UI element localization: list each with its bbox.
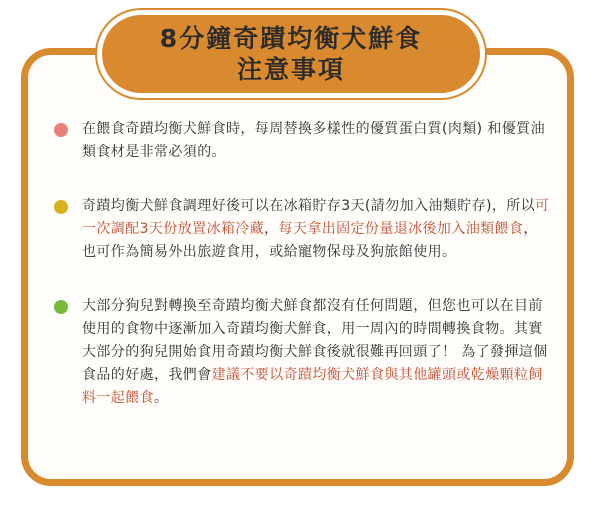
item-text-part: ，也可作為簡易外出旅遊食用，或給寵物保母及狗旅館使用。 bbox=[82, 221, 538, 260]
item-text-part: ， bbox=[264, 221, 279, 237]
item-text bbox=[82, 118, 550, 164]
bullet-dot-icon bbox=[54, 200, 68, 214]
bullet-dot-icon bbox=[54, 300, 68, 314]
title-line-1: 8分鐘奇蹟均衡犬鮮食 bbox=[159, 24, 423, 53]
list-item bbox=[54, 195, 550, 264]
item-highlight-text: 每天拿出固定份量退冰後加入油類餵食 bbox=[278, 221, 524, 237]
item-text-part: 。 bbox=[154, 390, 169, 406]
list-item bbox=[54, 295, 550, 410]
title-line-2: 注意事項 bbox=[236, 55, 345, 84]
title-badge bbox=[97, 10, 485, 98]
item-highlight-text: 建議不要以奇蹟均衡犬鮮食與其他罐頭或乾燥顆粒飼料一起餵食 bbox=[82, 367, 543, 406]
bullet-dot-icon bbox=[54, 123, 68, 137]
item-text bbox=[82, 195, 550, 264]
item-text-part: 奇蹟均衡犬鮮食調理好後可以在冰箱貯存3天(請勿加入油類貯存)，所以 bbox=[82, 198, 536, 214]
item-highlight-text: 可一次調配3天份放置冰箱冷藏 bbox=[82, 198, 550, 237]
list-item bbox=[54, 118, 550, 164]
item-text bbox=[82, 295, 550, 410]
notice-list bbox=[54, 118, 550, 441]
item-text-part: 在餵食奇蹟均衡犬鮮食時，每周替換多樣性的優質蛋白質(肉類) 和優質油類食材是非常必須的。 bbox=[82, 121, 545, 160]
item-text-part: 大部分狗兒對轉換至奇蹟均衡犬鮮食都沒有任何問題，但您也可以在目前使用的食物中逐漸加入奇蹟均衡犬鮮食，用一周內的時間轉換食物。其實大部分的狗兒開始食用奇蹟均衡犬鮮食後就很難再回頭了！ 為了發揮這個食品的好處，我們會 bbox=[82, 298, 548, 383]
